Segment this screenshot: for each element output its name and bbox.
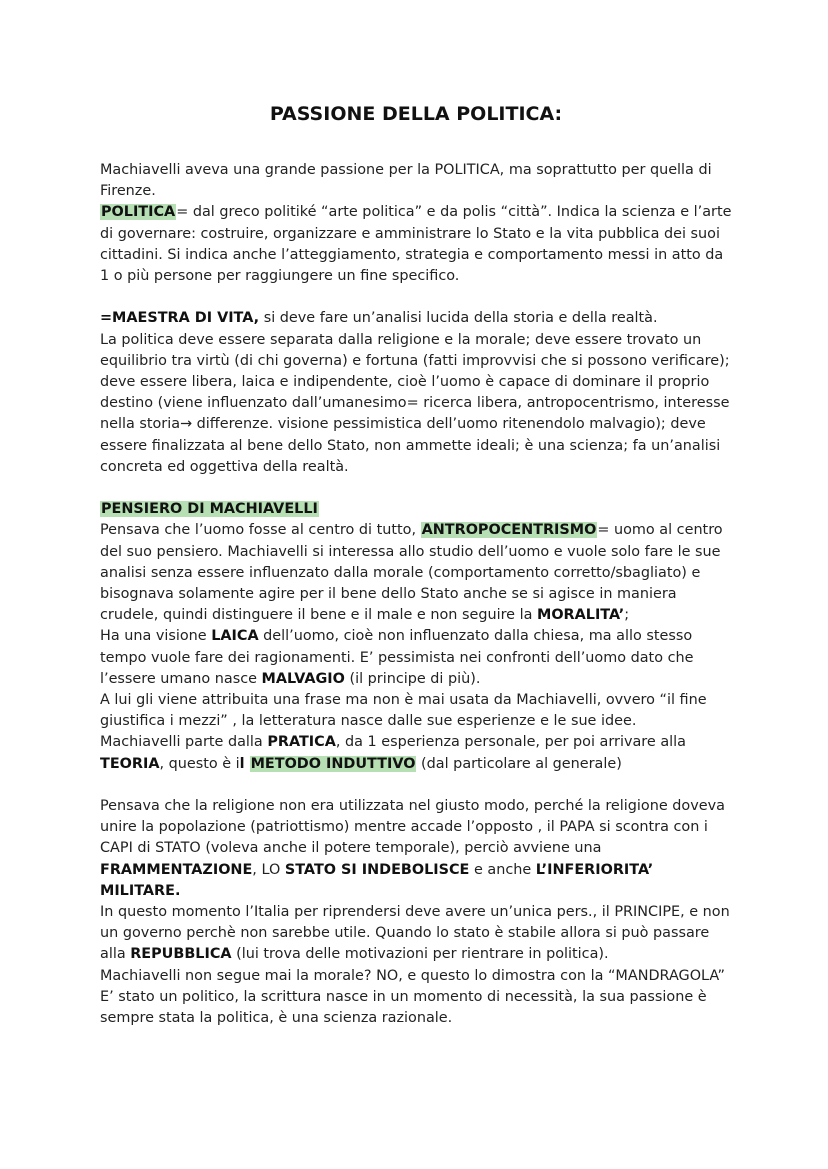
spacer <box>100 775 732 796</box>
paragraph-maestra <box>100 308 732 478</box>
term-stato-si-indebolisce: STATO SI INDEBOLISCE <box>284 861 470 878</box>
paragraph-pensiero <box>100 499 732 775</box>
term-teoria: TEORIA <box>100 755 160 772</box>
pensiero-text: Pensava che l’uomo fosse al centro di tutto, <box>100 522 421 539</box>
intro-text: Machiavelli aveva una grande passione per la POLITICA, ma soprattutto per quella di Firenze. <box>100 162 712 200</box>
paragraph-religione <box>100 796 732 1029</box>
pensiero-text: l <box>239 755 250 772</box>
pensiero-text: ; <box>624 607 630 624</box>
maestra-di-vita: =MAESTRA DI VITA, <box>100 310 260 327</box>
term-politica: POLITICA <box>101 204 176 221</box>
politica-description: La politica deve essere separata dalla religione e la morale; deve essere trovato un equilibrio tra virtù (di chi governa) e fortuna (fatti improvvisi che si possono verificare); deve essere libera, laica e indipendente, cioè l’uomo è capace di dominare il proprio destino (viene influenzato dall’umanesimo= ricerca libera, antropocentrismo, interesse nella storia→ differenze. visione pessimistica dell’uomo ritenendolo malvagio); deve essere finalizzata al bene dello Stato, non ammette ideali; è una scienza; fa un’analisi concreta ed oggettiva della realtà. <box>100 331 730 475</box>
spacer <box>100 478 732 499</box>
religione-text: Pensava che la religione non era utilizzata nel giusto modo, perché la religione doveva unire la popolazione (patriottismo) mentre accade l’opposto , il PAPA si scontra con i CAPI di STATO (voleva anche il potere temporale), perciò avviene una <box>100 798 725 857</box>
religione-text: e anche <box>469 861 536 878</box>
pensiero-text: dell’uomo, cioè non influenzato dalla chiesa, ma allo stesso tempo vuole fare dei ragionamenti. E’ pessimista nei confronti dell’uomo dato che l’essere umano nasce <box>100 628 694 687</box>
term-metodo-induttivo: METODO INDUTTIVO <box>250 755 416 772</box>
term-repubblica: REPUBBLICA <box>130 946 232 963</box>
pensiero-text: (il principe di più). <box>344 670 481 687</box>
pensiero-text: (dal particolare al generale) <box>416 755 622 772</box>
pensiero-text: Machiavelli parte dalla <box>100 734 268 751</box>
page-title: PASSIONE DELLA POLITICA: <box>269 103 563 125</box>
pensiero-text: , da 1 esperienza personale, per poi arrivare alla <box>335 734 686 751</box>
religione-text: Machiavelli non segue mai la morale? NO, e questo lo dimostra con la “MANDRAGOLA” E’ stato un politico, la scrittura nasce in un momento di necessità, la sua passione è sempre stata la politica, è una scienza razionale. <box>100 967 725 1027</box>
term-laica: LAICA <box>211 628 259 645</box>
politica-definition: = dal greco politiké “arte politica” e da polis “città”. Indica la scienza e l’arte di governare: costruire, organizzare e amministrare lo Stato e la vita pubblica dei suoi cittadini. Si indica anche l’atteggiamento, strategia e comportamento messi in atto da 1 o più persone per raggiungere un fine specifico. <box>100 204 732 285</box>
term-frammentazione: FRAMMENTAZIONE <box>100 861 253 878</box>
maestra-text: si deve fare un’analisi lucida della storia e della realtà. <box>259 310 658 327</box>
pensiero-text: = uomo al centro del suo pensiero. Machiavelli si interessa allo studio dell’uomo e vuole solo fare le sue analisi senza essere influenzato dalla morale (comportamento corretto/sbagliato) e bisognava solamente agire per il bene dello Stato anche se si agisce in maniera crudele, quindi distinguere il bene e il male e non seguire la <box>100 522 723 624</box>
term-antropocentrismo: ANTROPOCENTRISMO <box>421 522 597 539</box>
religione-text: (lui trova delle motivazioni per rientrare in politica). <box>231 946 609 963</box>
religione-text: , LO <box>252 861 285 878</box>
term-malvagio: MALVAGIO <box>261 670 345 687</box>
pensiero-text: Ha una visione <box>100 628 212 645</box>
religione-text: In questo momento l’Italia per riprendersi deve avere un’unica pers., il PRINCIPE, e non un governo perchè non sarebbe utile. Quando lo stato è stabile allora si può passare alla <box>100 904 730 963</box>
term-inferiorita-militare: L’INFERIORITA’ MILITARE. <box>100 861 654 899</box>
pensiero-text: A lui gli viene attribuita una frase ma non è mai usata da Machiavelli, ovvero “il fine giustifica i mezzi” , la letteratura nasce dalle sue esperienze e le sue idee. <box>100 692 707 730</box>
paragraph-intro <box>100 160 732 287</box>
term-moralita: MORALITA’ <box>537 607 625 624</box>
pensiero-text: , questo è i <box>159 755 240 772</box>
spacer <box>100 287 732 308</box>
term-pratica: PRATICA <box>267 734 336 751</box>
section-heading-pensiero: PENSIERO DI MACHIAVELLI <box>101 501 318 518</box>
